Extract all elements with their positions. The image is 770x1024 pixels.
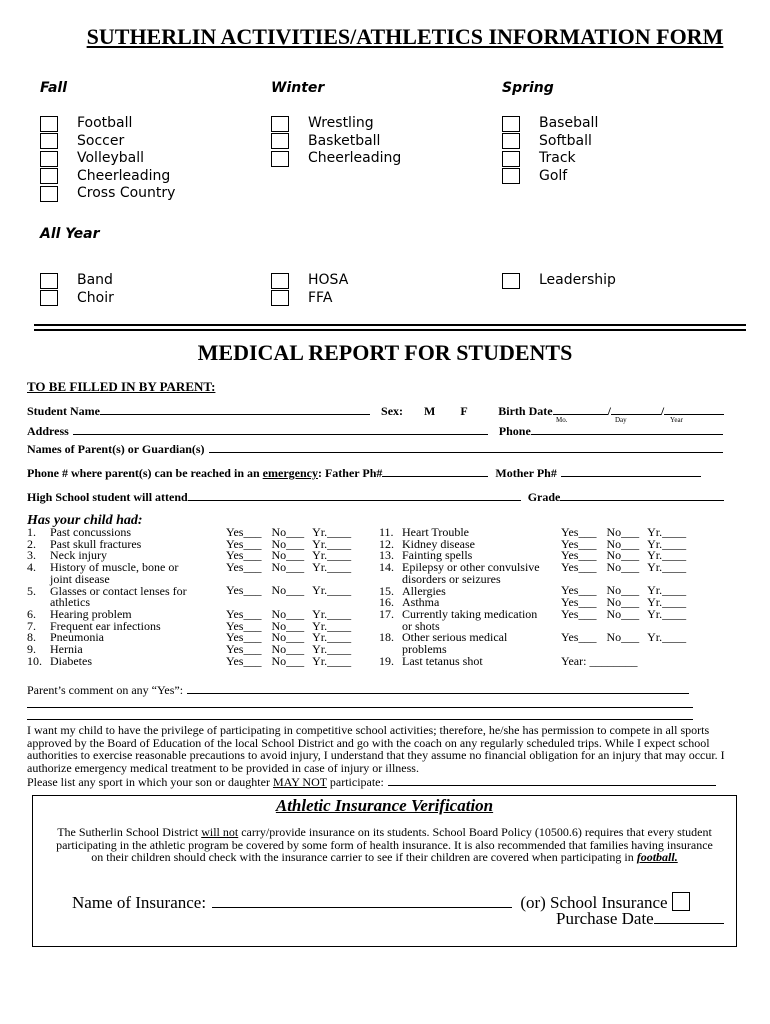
all-year-col1 <box>40 272 114 307</box>
no-field[interactable]: No___ <box>606 583 640 598</box>
sex-f[interactable]: F <box>460 404 468 418</box>
condition-number: 13. <box>379 548 394 563</box>
parent-comment-row <box>27 683 689 697</box>
answer-row <box>561 632 686 644</box>
condition-text: History of muscle, bone or <box>50 560 179 575</box>
phone-label: Phone <box>498 424 531 438</box>
student-name-field[interactable] <box>100 403 370 415</box>
sport-option[interactable] <box>40 115 175 133</box>
condition-number: 4. <box>27 560 36 575</box>
checkbox[interactable] <box>40 168 58 184</box>
birth-day-field[interactable] <box>611 403 661 415</box>
season-fall-label: Fall <box>40 80 68 96</box>
sport-option[interactable] <box>40 185 175 203</box>
no-field[interactable]: No___ <box>606 630 640 645</box>
year-field[interactable]: Yr.____ <box>312 630 352 645</box>
condition-number: 15. <box>379 583 394 598</box>
comment-line <box>27 707 693 708</box>
no-field[interactable]: No___ <box>271 536 305 551</box>
sport-option[interactable] <box>40 168 175 186</box>
insurance-name-field[interactable] <box>212 893 512 908</box>
all-year-col3 <box>502 272 616 290</box>
yes-field[interactable]: Yes___ <box>226 618 262 633</box>
no-field[interactable]: No___ <box>606 595 640 610</box>
yes-field[interactable]: Yes___ <box>226 641 262 656</box>
yes-field[interactable]: Yes___ <box>226 630 262 645</box>
parent-comment-field[interactable] <box>187 683 689 694</box>
sport-label: Wrestling <box>308 115 374 131</box>
tetanus-year-field[interactable]: Year: ________ <box>561 653 638 668</box>
answer-row <box>226 562 351 574</box>
condition-text: Asthma <box>402 595 440 610</box>
divider <box>34 329 746 331</box>
condition-number: 11. <box>379 525 394 539</box>
sport-option[interactable] <box>40 272 114 290</box>
condition-number: 6. <box>27 606 36 621</box>
condition-text: Past concussions <box>50 525 131 539</box>
parents-label: Names of Parent(s) or Guardian(s) <box>27 442 205 456</box>
year-field[interactable]: Yr.____ <box>312 606 352 621</box>
grade-label: Grade <box>527 490 561 504</box>
yes-field[interactable]: Yes___ <box>226 583 262 598</box>
condition-number: 14. <box>379 560 394 575</box>
yes-field[interactable]: Yes___ <box>226 653 262 668</box>
purchase-date-label: Purchase Date <box>556 909 654 928</box>
sport-label: Choir <box>77 289 114 306</box>
yes-field[interactable]: Yes___ <box>561 560 597 575</box>
father-phone-field[interactable] <box>382 465 488 477</box>
yes-field[interactable]: Yes___ <box>561 548 597 563</box>
condition-number: 19. <box>379 653 394 668</box>
condition-text: Epilepsy or other convulsive <box>402 560 540 575</box>
no-field[interactable]: No___ <box>606 536 640 551</box>
may-not-suffix: participate: <box>326 775 384 789</box>
no-field[interactable]: No___ <box>606 548 640 563</box>
condition-number: 18. <box>379 630 394 645</box>
checkbox[interactable] <box>271 151 289 167</box>
condition-row <box>27 653 187 668</box>
mother-phone-label: Mother Ph# <box>495 466 557 480</box>
checkbox[interactable] <box>502 116 520 132</box>
checkbox[interactable] <box>502 133 520 149</box>
condition-text: Heart Trouble <box>402 525 469 539</box>
sport-label: Cheerleading <box>308 150 402 166</box>
checkbox[interactable] <box>40 133 58 149</box>
no-field[interactable]: No___ <box>271 618 305 633</box>
year-field[interactable]: Yr.____ <box>312 548 352 563</box>
mother-phone-field[interactable] <box>561 465 701 477</box>
sex-m[interactable]: M <box>424 404 436 418</box>
address-field[interactable] <box>73 423 488 435</box>
winter-sports-list <box>271 115 401 168</box>
comment-line <box>27 719 693 720</box>
sport-label: Baseball <box>539 115 599 131</box>
purchase-date-row <box>556 909 724 929</box>
checkbox[interactable] <box>40 116 58 132</box>
birth-year-field[interactable] <box>664 403 724 415</box>
year-caption: Year <box>670 416 683 424</box>
condition-text: Last tetanus shot <box>402 653 483 668</box>
parent-instructions: TO BE FILLED IN BY PARENT: <box>27 379 216 394</box>
year-field[interactable]: Yr.____ <box>312 583 352 598</box>
condition-text: Glasses or contact lenses for <box>50 583 187 598</box>
insurance-text-1: The Sutherlin School District <box>57 825 202 839</box>
no-field[interactable]: No___ <box>606 525 640 539</box>
sport-option[interactable] <box>502 272 616 290</box>
fall-sports-list <box>40 115 175 203</box>
parent-comment-label: Parent’s comment on any “Yes”: <box>27 683 184 697</box>
date-slash: / <box>660 404 665 418</box>
insurance-box <box>32 795 737 947</box>
checkbox[interactable] <box>40 151 58 167</box>
condition-text: athletics <box>50 595 90 610</box>
no-field[interactable]: No___ <box>271 630 305 645</box>
year-field[interactable]: Yr.____ <box>312 618 352 633</box>
phone-field[interactable] <box>531 423 723 435</box>
sport-label: Band <box>77 272 113 288</box>
sport-label: Softball <box>539 132 592 149</box>
mo-caption: Mo. <box>556 416 568 424</box>
grade-field[interactable] <box>560 489 724 501</box>
high-school-row <box>27 489 724 505</box>
spring-sports-list <box>502 115 598 185</box>
purchase-date-field[interactable] <box>654 909 724 924</box>
may-not-word: MAY NOT <box>272 775 327 789</box>
birth-date-label: Birth Date <box>498 404 553 418</box>
divider <box>34 324 746 326</box>
sport-option[interactable] <box>40 150 175 168</box>
year-field[interactable]: Yr.____ <box>647 583 687 598</box>
year-field[interactable]: Yr.____ <box>647 525 687 539</box>
no-field[interactable]: No___ <box>271 548 305 563</box>
emergency-word: emergency <box>262 466 318 480</box>
yes-field[interactable]: Yes___ <box>226 560 262 575</box>
address-row <box>27 423 723 439</box>
conditions-right-list <box>379 527 540 667</box>
yes-field[interactable]: Yes___ <box>226 548 262 563</box>
year-field[interactable]: Yr.____ <box>647 606 687 621</box>
year-field[interactable]: Yr.____ <box>647 595 687 610</box>
yes-field[interactable]: Yes___ <box>561 525 597 539</box>
condition-number: 2. <box>27 536 36 551</box>
may-not-row <box>27 775 716 789</box>
yes-field[interactable]: Yes___ <box>561 583 597 598</box>
year-field[interactable]: Yr.____ <box>312 653 352 668</box>
yes-field[interactable]: Yes___ <box>226 525 262 539</box>
medical-title: MEDICAL REPORT FOR STUDENTS <box>197 340 573 365</box>
condition-text: Diabetes <box>50 653 92 668</box>
year-field[interactable]: Yr.____ <box>647 548 687 563</box>
checkbox[interactable] <box>40 273 58 289</box>
condition-text: problems <box>402 642 447 657</box>
sport-label: Golf <box>539 167 568 184</box>
sport-option[interactable] <box>271 115 401 133</box>
football-emphasis: football. <box>636 850 678 865</box>
sport-option[interactable] <box>40 133 175 151</box>
answer-row <box>561 606 687 621</box>
student-name-label: Student Name <box>27 404 101 418</box>
sport-label: HOSA <box>308 272 349 288</box>
conditions-left-list <box>27 527 187 667</box>
parents-row <box>27 441 723 457</box>
checkbox[interactable] <box>271 116 289 132</box>
sport-label: FFA <box>308 289 333 306</box>
all-year-label: All Year <box>40 226 100 242</box>
no-field[interactable]: No___ <box>271 525 305 539</box>
no-field[interactable]: No___ <box>271 583 305 598</box>
no-field[interactable]: No___ <box>271 653 305 668</box>
sport-label: Leadership <box>539 272 616 288</box>
yes-field[interactable]: Yes___ <box>561 595 597 610</box>
checkbox[interactable] <box>271 133 289 149</box>
sport-option[interactable] <box>502 115 598 133</box>
condition-number: 5. <box>27 583 36 598</box>
condition-number: 9. <box>27 642 36 657</box>
checkbox[interactable] <box>502 168 520 184</box>
checkbox[interactable] <box>271 290 289 306</box>
no-field[interactable]: No___ <box>271 641 305 656</box>
school-insurance-label: (or) School Insurance <box>520 893 668 912</box>
sport-label: Basketball <box>308 132 381 149</box>
sport-option[interactable] <box>40 290 114 308</box>
condition-number: 10. <box>27 653 42 668</box>
season-spring-label: Spring <box>502 80 554 96</box>
condition-text: Kidney disease <box>402 536 475 551</box>
insurance-name-label: Name of Insurance: <box>72 893 207 912</box>
yes-field[interactable]: Yes___ <box>561 536 597 551</box>
year-field[interactable]: Yr.____ <box>312 641 352 656</box>
sport-label: Track <box>539 150 576 166</box>
no-field[interactable]: No___ <box>271 560 305 575</box>
yes-field[interactable]: Yes___ <box>226 606 262 621</box>
conditions-left-answers <box>226 527 351 667</box>
year-field[interactable]: Yr.____ <box>312 536 352 551</box>
no-field[interactable]: No___ <box>606 560 640 575</box>
condition-text: Allergies <box>402 583 446 598</box>
sport-label: Cross Country <box>77 185 176 201</box>
high-school-field[interactable] <box>188 489 521 501</box>
may-not-label: Please list any sport in which your son or daughter <box>27 775 273 789</box>
checkbox[interactable] <box>502 151 520 167</box>
condition-text: Other serious medical <box>402 630 508 645</box>
day-caption: Day <box>615 416 627 424</box>
checkbox[interactable] <box>40 186 58 202</box>
conditions-right-answers <box>561 527 686 667</box>
sport-label: Volleyball <box>77 150 144 166</box>
sport-option[interactable] <box>271 150 401 168</box>
condition-number: 3. <box>27 548 36 563</box>
form-title: SUTHERLIN ACTIVITIES/ATHLETICS INFORMATION FORM <box>86 24 724 49</box>
checkbox[interactable] <box>502 273 520 289</box>
all-year-col2 <box>271 272 348 307</box>
no-field[interactable]: No___ <box>271 606 305 621</box>
yes-field[interactable]: Yes___ <box>561 630 597 645</box>
answer-row <box>226 653 352 668</box>
father-phone-label: : Father Ph# <box>317 466 383 480</box>
condition-number: 16. <box>379 595 394 610</box>
condition-text: Fainting spells <box>402 548 473 563</box>
birth-month-field[interactable] <box>553 403 608 415</box>
condition-text: Frequent ear infections <box>50 618 161 633</box>
condition-text: Past skull fractures <box>50 536 142 551</box>
condition-text: Hernia <box>50 642 83 657</box>
insurance-title: Athletic Insurance Verification <box>275 796 494 815</box>
may-not-field[interactable] <box>388 775 716 786</box>
condition-number: 12. <box>379 536 394 551</box>
year-field[interactable]: Yr.____ <box>647 630 687 645</box>
year-field[interactable]: Yr.____ <box>312 560 352 575</box>
sport-label: Football <box>77 115 133 131</box>
sex-label: Sex: <box>381 404 404 418</box>
sport-option[interactable] <box>502 168 598 186</box>
answer-row <box>561 653 686 668</box>
condition-text: Pneumonia <box>50 630 104 645</box>
condition-row <box>379 653 540 668</box>
sport-label: Cheerleading <box>77 167 171 184</box>
year-field[interactable]: Yr.____ <box>647 560 687 575</box>
sport-option[interactable] <box>502 150 598 168</box>
condition-number: 1. <box>27 525 36 539</box>
condition-text: joint disease <box>50 571 110 586</box>
condition-number: 7. <box>27 618 36 633</box>
parents-field[interactable] <box>209 441 723 453</box>
season-winter-label: Winter <box>271 80 325 96</box>
condition-text: or shots <box>402 618 440 633</box>
yes-field[interactable]: Yes___ <box>226 536 262 551</box>
insurance-text-2: carry/provide insurance on its students. School Board Policy (10500.6) requires that every student participating in the athletic program be covered by some form of health insurance. It is also recommended that families having insurance on their children should check with the insurance carrier to see if their children are covered when participating in <box>56 825 713 865</box>
consent-paragraph: I want my child to have the privilege of participating in competitive school activities; therefore, he/she has permission to compete in all sports approved by the Board of Education of the local School District and go with the coach on any regularly scheduled trips. While I expect school authorities to exercise reasonable precautions to avoid injury, I understand that they assume no financial obligation for an injury that may occur. I authorize emergency medical treatment to be provided in case of injury or illness. <box>27 723 725 775</box>
condition-number: 17. <box>379 606 394 621</box>
address-label: Address <box>27 424 69 438</box>
condition-text: disorders or seizures <box>402 571 501 586</box>
year-field[interactable]: Yr.____ <box>647 536 687 551</box>
condition-text: Currently taking medication <box>402 606 538 621</box>
answer-row <box>226 585 351 597</box>
sport-option[interactable] <box>502 133 598 151</box>
will-not: will not <box>201 825 239 839</box>
checkbox[interactable] <box>40 290 58 306</box>
condition-number: 8. <box>27 630 36 645</box>
emergency-label: Phone # where parent(s) can be reached in an <box>27 466 263 480</box>
yes-field[interactable]: Yes___ <box>561 606 597 621</box>
sport-option[interactable] <box>271 272 348 290</box>
no-field[interactable]: No___ <box>606 606 640 621</box>
sport-option[interactable] <box>271 290 348 308</box>
condition-text: Hearing problem <box>50 606 132 621</box>
year-field[interactable]: Yr.____ <box>312 525 352 539</box>
sport-option[interactable] <box>271 133 401 151</box>
sport-label: Soccer <box>77 132 125 149</box>
insurance-text <box>53 826 716 864</box>
answer-row <box>561 562 686 574</box>
conditions-heading: Has your child had: <box>27 513 143 528</box>
condition-text: Neck injury <box>50 548 107 563</box>
high-school-label: High School student will attend <box>27 490 188 504</box>
emergency-row <box>27 465 701 481</box>
date-slash: / <box>607 404 611 418</box>
checkbox[interactable] <box>271 273 289 289</box>
